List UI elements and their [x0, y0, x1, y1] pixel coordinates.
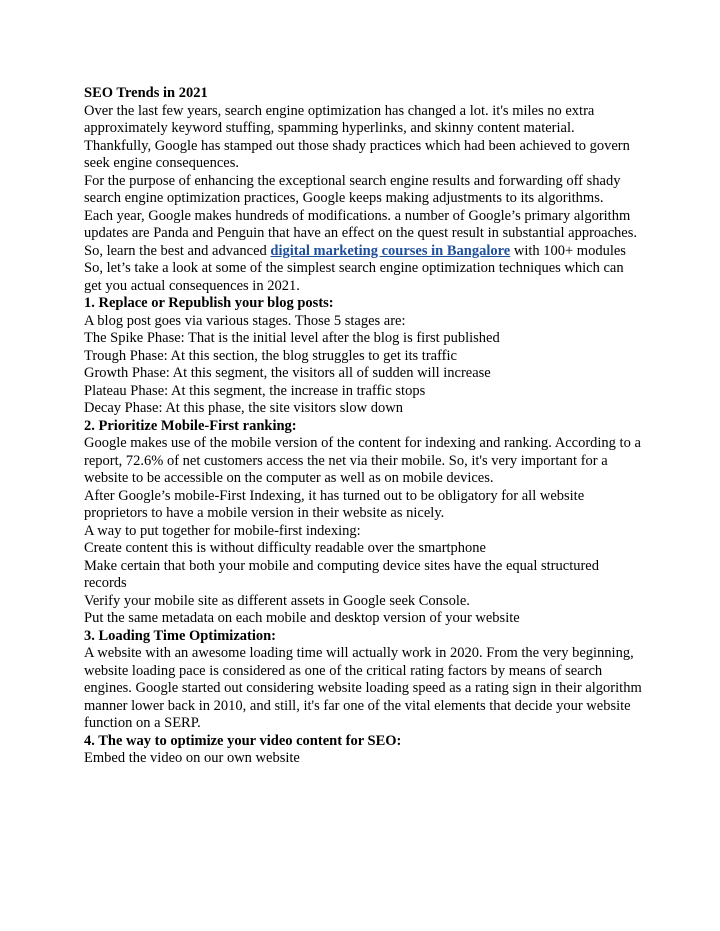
section-heading: 1. Replace or Republish your blog posts:	[84, 295, 334, 311]
intro-paragraph: For the purpose of enhancing the exceptional search engine results and forwarding off shady search engine optimization practices, Google keeps making adjustments to its algorithms.	[84, 172, 621, 206]
section-line: A website with an awesome loading time will actually work in 2020. From the very beginning, website loading pace is considered as one of the critical rating factors by means of search engines. Google started out considering website loading speed as a rating sign in their algorithm manner lower back in 2010, and still, it's far one of the vital elements that decide your website function on a SERP.	[84, 645, 642, 731]
section-line: Growth Phase: At this segment, the visitors all of sudden will increase	[84, 365, 491, 381]
section-line: After Google’s mobile-First Indexing, it has turned out to be obligatory for all website proprietors to have a mobile version in their website as nicely.	[84, 487, 585, 521]
promo-paragraph	[84, 243, 644, 261]
section-line: Plateau Phase: At this segment, the increase in traffic stops	[84, 382, 426, 399]
intro-paragraph: Each year, Google makes hundreds of modifications. a number of Google’s primary algorithm updates are Panda and Penguin that have an effect on the quest result in substantial approaches.	[84, 207, 637, 241]
section-line: Embed the video on our own website	[84, 750, 300, 766]
section-line: Put the same metadata on each mobile and desktop version of your website	[84, 610, 520, 626]
section-heading: 3. Loading Time Optimization:	[84, 627, 277, 644]
section-line: A way to put together for mobile-first indexing:	[84, 522, 361, 539]
section-line: A blog post goes via various stages. Those 5 stages are:	[84, 312, 406, 329]
section-heading: 2. Prioritize Mobile-First ranking:	[84, 417, 297, 434]
section-line: Decay Phase: At this phase, the site visitors slow down	[84, 400, 403, 416]
lead-paragraph: So, let’s take a look at some of the simplest search engine optimization techniques which can get you actual consequences in 2021.	[84, 260, 624, 294]
section-heading: 4. The way to optimize your video content for SEO:	[84, 732, 402, 749]
course-link[interactable]: digital marketing courses in Bangalore	[270, 242, 511, 259]
document-title: SEO Trends in 2021	[84, 85, 208, 101]
document-body	[84, 85, 644, 768]
section-line: Make certain that both your mobile and computing device sites have the equal structured records	[84, 557, 599, 591]
intro-paragraph: Over the last few years, search engine optimization has changed a lot. it's miles no extra approximately keyword stuffing, spamming hyperlinks, and skinny content material. Thankfully, Google has stamped out those shady practices which had been achieved to govern seek engine consequences.	[84, 102, 630, 171]
section-line: Create content this is without difficulty readable over the smartphone	[84, 540, 486, 556]
section-line: Trough Phase: At this section, the blog struggles to get its traffic	[84, 347, 457, 364]
section-line: The Spike Phase: That is the initial level after the blog is first published	[84, 330, 500, 346]
section-line: Google makes use of the mobile version of the content for indexing and ranking. According to a report, 72.6% of net customers access the net via their mobile. So, it's very important for a website to be accessible on the computer as well as on mobile devices.	[84, 435, 641, 486]
section-line: Verify your mobile site as different assets in Google seek Console.	[84, 592, 470, 609]
promo-text-before: So, learn the best and advanced	[84, 242, 271, 259]
promo-text-after: with 100+ modules	[510, 242, 626, 259]
